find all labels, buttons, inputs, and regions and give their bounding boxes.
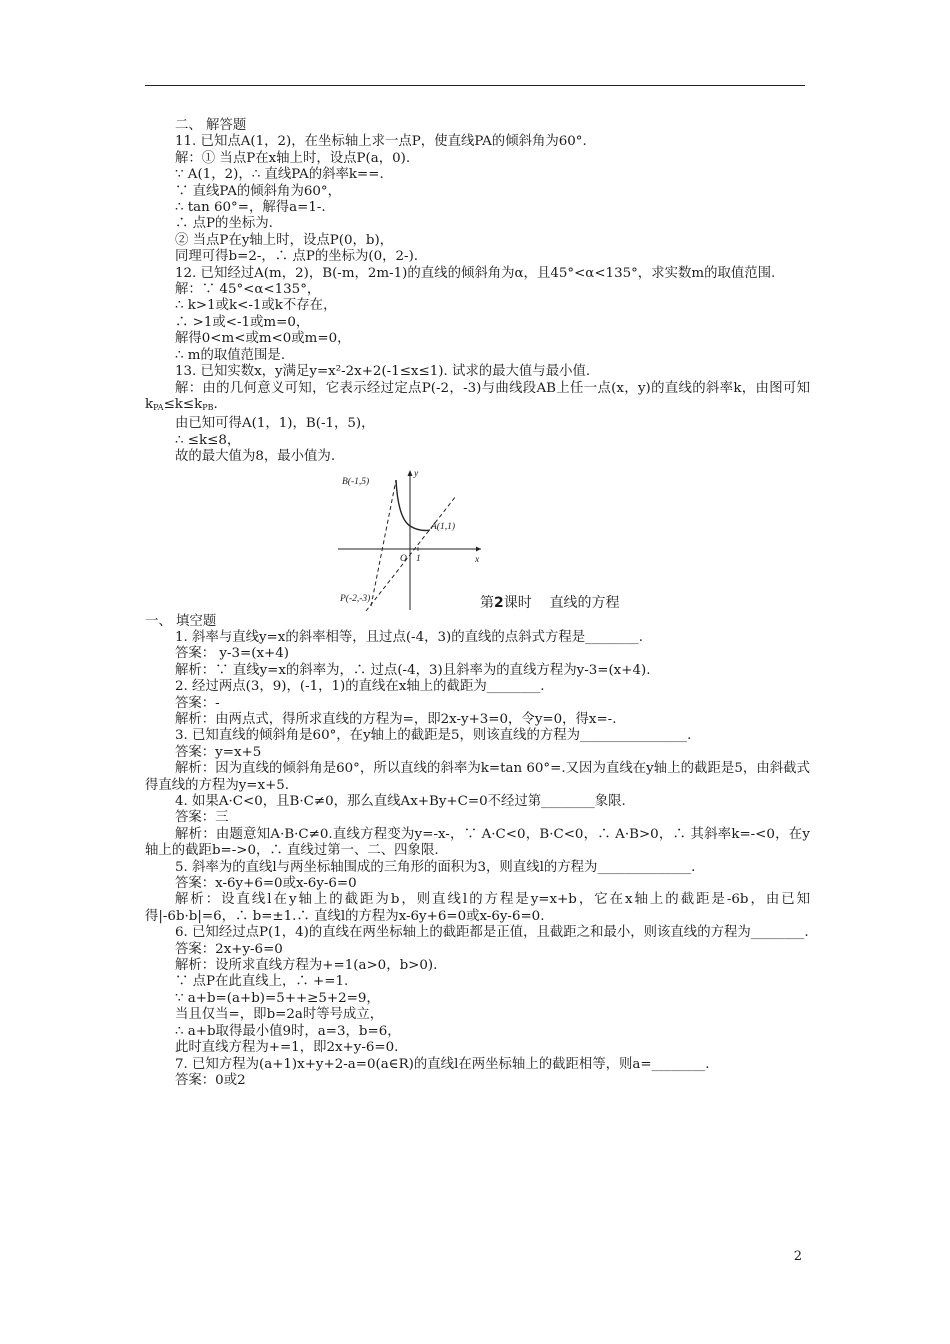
analysis-line: ∴ a+b取得最小值9时，a=3，b=6， (175, 1023, 401, 1039)
problem-12: 12. 已知经过A(m，2)，B(-m，2m-1)的直线的倾斜角为α，且45°<α<135°，求实数m的取值范围. (175, 265, 776, 281)
label-x-axis: x (475, 554, 480, 565)
label-origin: O (400, 553, 407, 564)
label-point-a: A(1,1) (431, 521, 456, 532)
answer-line: 答案：0或2 (175, 1072, 246, 1088)
solution-paragraph: 解：由的几何意义可知，它表示经过定点P(-2，-3)与曲线段AB上任一点(x，y)的直线的斜率k，由图可知kPA≤k≤kPB. (145, 380, 810, 412)
curve-ab (396, 480, 430, 531)
solution-line: 解：① 当点P在x轴上时，设点P(a，0). (175, 150, 411, 166)
section-heading-answers: 二、 解答题 (175, 118, 247, 133)
line-pa (366, 496, 456, 611)
solution-line: ∴ tan 60°=，解得a=1-. (175, 200, 326, 216)
solution-line: ∵ 直线PA的倾斜角为60°， (175, 183, 341, 199)
analysis-paragraph: 解析：由题意知A·B·C≠0.直线方程变为y=-x-，∵ A·C<0，B·C<0，∴ A·B>0，∴ 其斜率k=-<0，在y轴上的截距b=->0，∴ 直线过第一、二、四象限. (145, 826, 810, 859)
analysis-line: 解析：∵ 直线y=x的斜率为，∴ 过点(-4，3)且斜率为的直线方程为y-3=(x+4). (175, 662, 651, 678)
question-7: 7. 已知方程为(a+1)x+y+2-a=0(a∈R)的直线l在两坐标轴上的截距相等，则a=________. (175, 1056, 710, 1072)
label-point-p: P(-2,-3) (340, 593, 371, 604)
document-body (145, 118, 810, 1089)
question-2: 2. 经过两点(3，9)，(-1，1)的直线在x轴上的截距为________. (175, 679, 545, 695)
x-axis-arrow (476, 546, 481, 551)
solution-line: 解得0<m<或m<0或m=0， (175, 331, 351, 347)
solution-line: 由已知可得A(1，1)，B(-1，5)， (175, 416, 375, 432)
solution-line: ∴ ≤k≤8， (175, 432, 241, 448)
question-6: 6. 已知经过点P(1，4)的直线在两坐标轴上的截距都是正值，且截距之和最小，则该直线的方程为________. (175, 925, 809, 941)
solution-line: ∴ m的取值范围是. (175, 347, 286, 363)
coordinate-figure (338, 466, 488, 612)
question-5: 5. 斜率为的直线l与两坐标轴围成的三角形的面积为3，则直线l的方程为______________. (175, 859, 696, 875)
solution-line: ② 当点P在y轴上时，设点P(0，b)， (175, 232, 394, 248)
problem-13: 13. 已知实数x，y满足y=x²-2x+2(-1≤x≤1). 试求的最大值与最小值. (175, 364, 591, 380)
answer-line: 答案：三 (175, 810, 229, 826)
header-rule (145, 85, 805, 86)
analysis-line: 此时直线方程为+=1，即2x+y-6=0. (175, 1040, 399, 1056)
solution-line: ∵ A(1，2)，∴ 直线PA的斜率k==. (175, 167, 384, 183)
solution-line: ∴ >1或<-1或m=0， (175, 314, 310, 330)
solution-line: ∴ 点P的坐标为. (175, 216, 273, 232)
solution-line: 故的最大值为8，最小值为. (175, 449, 336, 465)
solution-line: ∴ k>1或k<-1或k不存在， (175, 298, 337, 314)
page-number: 2 (793, 1249, 802, 1264)
analysis-paragraph: 解析：因为直线的倾斜角是60°，所以直线的斜率为k=tan 60°=.又因为直线在y轴上的截距是5，由斜截式得直线的方程为y=x+5. (145, 761, 810, 793)
answer-line: 答案：2x+y-6=0 (175, 941, 283, 957)
figure-row (145, 466, 810, 614)
section-heading-fill: 一、 填空题 (145, 613, 217, 629)
solution-line: 同理可得b=2-，∴ 点P的坐标为(0，2-). (175, 249, 419, 265)
y-axis-arrow (408, 470, 413, 476)
solution-line: 解：∵ 45°<α<135°， (175, 282, 321, 298)
question-3: 3. 已知直线的倾斜角是60°，在y轴上的截距是5，则该直线的方程为________________. (175, 728, 692, 744)
answer-line: 答案： y-3=(x+4) (175, 646, 289, 662)
analysis-line: ∵ 点P在此直线上，∴ +=1. (175, 974, 349, 990)
label-tick-one: 1 (416, 553, 421, 564)
analysis-paragraph: 解析：设直线l在y轴上的截距为b，则直线l的方程是y=x+b，它在x轴上的截距是-6b，由已知得|-6b·b|=6，∴ b=±1.∴ 直线l的方程为x-6y+6=0或x-6y-6=0. (145, 892, 810, 924)
answer-line: 答案：x-6y+6=0或x-6y-6=0 (175, 876, 357, 892)
analysis-line: 解析：设所求直线方程为+=1(a>0，b>0). (175, 958, 438, 974)
analysis-line: 解析：由两点式，得所求直线的方程为=，即2x-y+3=0，令y=0，得x=-. (175, 711, 617, 727)
lesson-title: 第2课时 直线的方程 (480, 594, 620, 611)
problem-11: 11. 已知点A(1，2)，在坐标轴上求一点P，使直线PA的倾斜角为60°. (175, 134, 587, 150)
label-y-axis: y (414, 468, 419, 479)
line-pb (371, 480, 396, 606)
label-point-b: B(-1,5) (342, 476, 370, 487)
answer-line: 答案：y=x+5 (175, 744, 262, 760)
question-4: 4. 如果A·C<0，且B·C≠0，那么直线Ax+By+C=0不经过第________象限. (175, 794, 626, 809)
analysis-line: ∵ a+b=(a+b)=5++≥5+2=9， (175, 990, 380, 1006)
analysis-line: 当且仅当=，即b=2a时等号成立， (175, 1007, 384, 1023)
answer-line: 答案：- (175, 695, 220, 711)
question-1: 1. 斜率与直线y=x的斜率相等，且过点(-4，3)的直线的点斜式方程是________. (175, 629, 643, 645)
